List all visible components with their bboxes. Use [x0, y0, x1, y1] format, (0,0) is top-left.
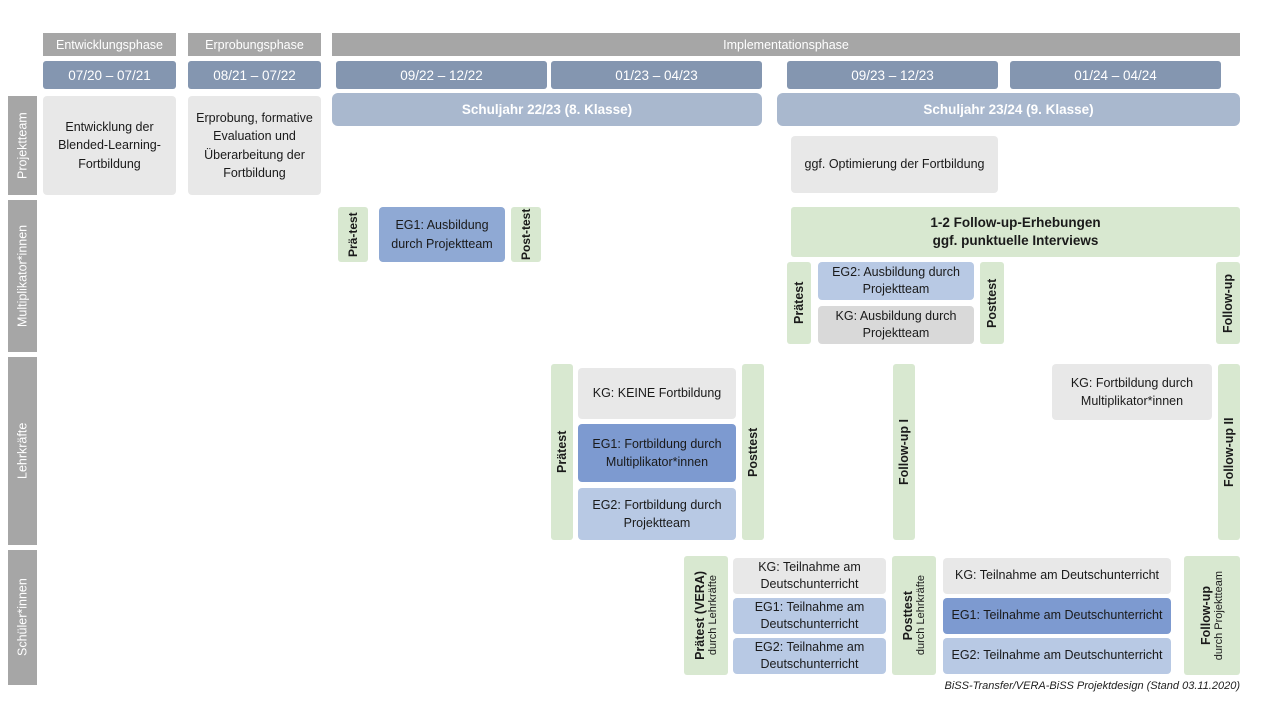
period-0821-0722: [188, 61, 321, 89]
schuljahr-2324: [777, 93, 1240, 126]
row-label-text: Projektteam: [15, 112, 30, 179]
row-label-lehrkraefte: [8, 357, 37, 545]
period-0124-0424: [1010, 61, 1221, 89]
period-label: 07/20 – 07/21: [68, 67, 151, 83]
period-label: 09/23 – 12/23: [851, 67, 934, 83]
period-0922-1222: [336, 61, 547, 89]
phase-header-implementation-label: Implementationsphase: [723, 37, 849, 52]
followup-main-label: Follow-up: [1199, 585, 1213, 645]
box-label: EG2: Ausbildung durch Projektteam: [832, 264, 960, 296]
box-multi-praetest-2: [787, 262, 811, 344]
box-lehr-followup-1: [893, 364, 915, 540]
box-label: EG2: Teilnahme am Deutschunterricht: [951, 648, 1163, 663]
box-label: Follow-up I: [897, 419, 911, 485]
row-label-text: Schüler*innen: [15, 578, 30, 657]
banner-line-2: ggf. punktuelle Interviews: [932, 233, 1099, 248]
footer-text: BiSS-Transfer/VERA-BiSS Projektdesign (Stand 03.11.2020): [944, 680, 1240, 692]
box-label: KG: Teilnahme am Deutschunterricht: [758, 559, 861, 591]
box-label: EG1: Teilnahme am Deutschunterricht: [754, 599, 865, 631]
box-eg1-fortbildung-multiplikatoren: [578, 424, 736, 482]
phase-header-erprobung-label: Erprobungsphase: [205, 37, 304, 52]
box-multi-followup: [1216, 262, 1240, 344]
box-lehr-posttest: [742, 364, 764, 540]
praetest-main-label: Prätest (VERA): [693, 571, 707, 660]
box-multi-praetest-1: [338, 207, 368, 262]
box-schueler-praetest-vera: [684, 556, 728, 675]
box-multi-posttest-1: [511, 207, 541, 262]
period-0123-0423: [551, 61, 762, 89]
period-0720-0721: [43, 61, 176, 89]
box-label: EG1: Ausbildung durch Projektteam: [391, 218, 493, 251]
box-label: Entwicklung der Blended-Learning-Fortbildung: [58, 120, 161, 171]
box-lehr-praetest: [551, 364, 573, 540]
period-label: 09/22 – 12/22: [400, 67, 483, 83]
box-eg1-ausbildung-projektteam: [379, 207, 505, 262]
phase-header-implementation: [332, 33, 1240, 56]
box-label: KG: KEINE Fortbildung: [592, 386, 722, 401]
schuljahr-label: Schuljahr 22/23 (8. Klasse): [461, 102, 633, 117]
box-schueler-eg2-2: [943, 638, 1171, 674]
period-0923-1223: [787, 61, 998, 89]
box-schueler-eg2-1: [733, 638, 886, 674]
box-label: KG: Ausbildung durch Projektteam: [835, 308, 957, 340]
footer-credit: [700, 680, 1240, 696]
box-entwicklung-fortbildung: [43, 96, 176, 195]
followup-sub-label: durch Projektteam: [1213, 570, 1225, 661]
box-label: Post-test: [518, 208, 533, 261]
box-label: Erprobung, formative Evaluation und Überarbeitung der Fortbildung: [196, 111, 313, 180]
box-optimierung-fortbildung: [791, 136, 998, 193]
box-schueler-kg-1: [733, 558, 886, 594]
box-followup-erhebungen-banner: [791, 207, 1240, 257]
box-schueler-kg-2: [943, 558, 1171, 594]
box-label: Posttest: [985, 278, 999, 328]
box-erprobung-evaluation: [188, 96, 321, 195]
box-label: Prä-test: [345, 212, 360, 257]
box-label: EG2: Fortbildung durch Projektteam: [592, 497, 722, 530]
posttest-sub-label: durch Lehrkräfte: [915, 575, 927, 656]
box-multi-posttest-2: [980, 262, 1004, 344]
box-schueler-eg1-2: [943, 598, 1171, 634]
box-label: Follow-up: [1221, 273, 1235, 333]
row-label-multiplikatoren: [8, 200, 37, 352]
box-label: KG: Teilnahme am Deutschunterricht: [954, 568, 1160, 583]
box-schueler-followup: [1184, 556, 1240, 675]
box-label: Prätest: [555, 430, 569, 474]
row-label-schueler: [8, 550, 37, 685]
row-label-text: Lehrkräfte: [15, 422, 30, 480]
box-label: Prätest: [792, 281, 806, 325]
box-kg-fortbildung-multiplikatoren: [1052, 364, 1212, 420]
row-label-projektteam: [8, 96, 37, 195]
posttest-main-label: Posttest: [901, 590, 915, 641]
box-label: ggf. Optimierung der Fortbildung: [804, 157, 985, 172]
period-label: 01/24 – 04/24: [1074, 67, 1157, 83]
period-label: 08/21 – 07/22: [213, 67, 296, 83]
box-eg2-ausbildung-projektteam: [818, 262, 974, 300]
box-label: EG1: Fortbildung durch Multiplikator*innen: [592, 436, 722, 469]
banner-line-1: 1-2 Follow-up-Erhebungen: [930, 214, 1101, 230]
phase-header-entwicklung: [43, 33, 176, 56]
phase-header-entwicklung-label: Entwicklungsphase: [55, 37, 163, 52]
praetest-sub-label: durch Lehrkräfte: [707, 575, 719, 656]
box-label: EG1: Teilnahme am Deutschunterricht: [951, 608, 1163, 623]
schuljahr-label: Schuljahr 23/24 (9. Klasse): [923, 102, 1094, 117]
box-schueler-eg1-1: [733, 598, 886, 634]
box-schueler-posttest: [892, 556, 936, 675]
schuljahr-2223: [332, 93, 762, 126]
box-eg2-fortbildung-projektteam: [578, 488, 736, 540]
box-label: Posttest: [746, 427, 760, 477]
box-lehr-followup-2: [1218, 364, 1240, 540]
box-label: KG: Fortbildung durch Multiplikator*innen: [1070, 375, 1194, 408]
box-label: EG2: Teilnahme am Deutschunterricht: [754, 639, 865, 671]
phase-header-erprobung: [188, 33, 321, 56]
period-label: 01/23 – 04/23: [615, 67, 698, 83]
box-kg-keine-fortbildung: [578, 368, 736, 419]
box-label: Follow-up II: [1222, 417, 1236, 487]
row-label-text: Multiplikator*innen: [15, 224, 30, 328]
box-kg-ausbildung-projektteam: [818, 306, 974, 344]
